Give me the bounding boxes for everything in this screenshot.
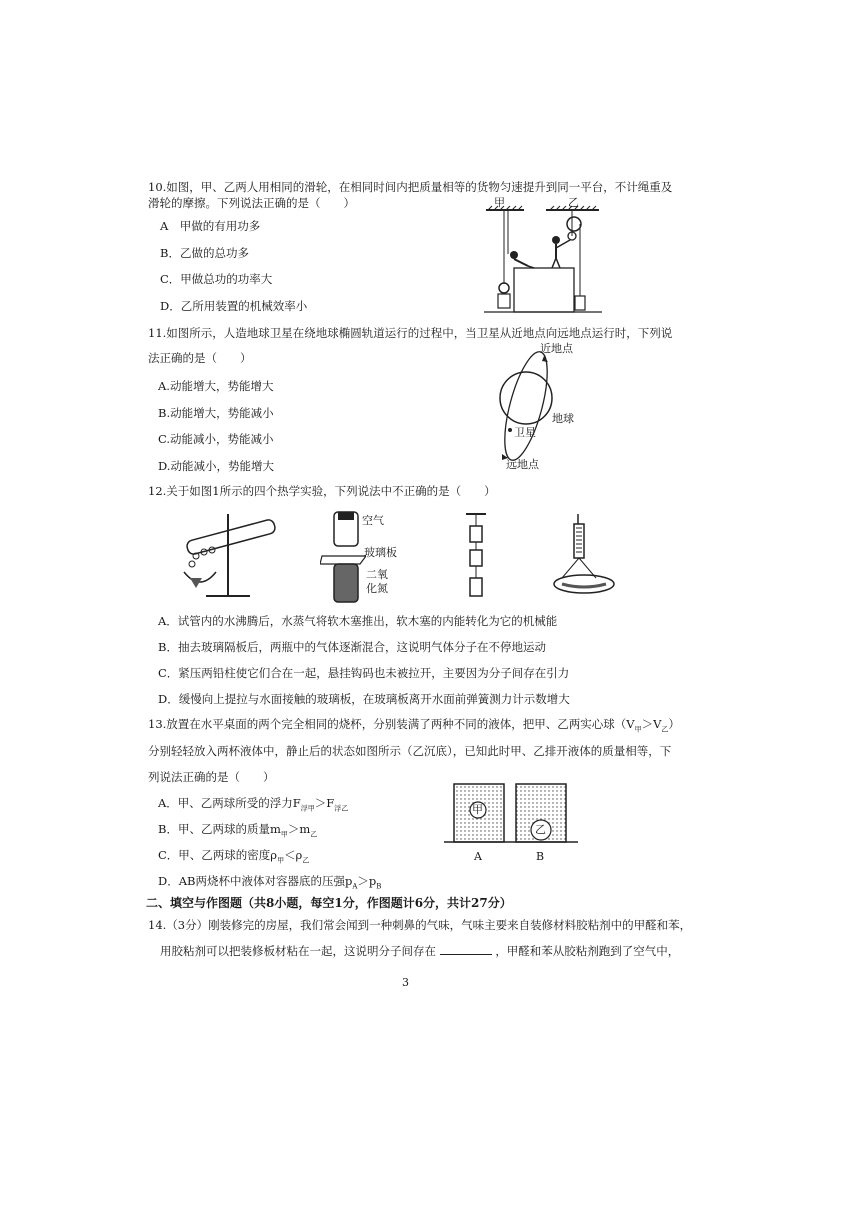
q11-option-a: A.动能增大，势能增大 <box>158 379 274 393</box>
q13-stem-line3: 列说法正确的是（ ） <box>148 770 275 784</box>
q12-option-b: B．抽去玻璃隔板后，两瓶中的气体逐渐混合，这说明气体分子在不停地运动 <box>158 640 546 654</box>
q11-fig-apogee: 远地点 <box>506 458 539 471</box>
q13-beakers-figure <box>444 778 580 848</box>
q11-option-d: D.动能减小，势能增大 <box>158 459 274 473</box>
q11-option-c: C.动能减小，势能减小 <box>158 432 274 446</box>
q10-stem-line1: 10.如图，甲、乙两人用相同的滑轮，在相同时间内把质量相等的货物匀速提升到同一平台，不计绳重及 <box>148 180 673 194</box>
q12-test-tube-figure <box>176 508 280 600</box>
q11-stem-line2: 法正确的是（ ） <box>148 351 252 365</box>
q10-option-b: B．乙做的总功多 <box>160 246 249 260</box>
q12-fig-glass: 玻璃板 <box>364 546 397 559</box>
q13-option-d: D．AB两烧杯中液体对容器底的压强$p_A>p_B$ <box>158 874 382 891</box>
q13-stem-line2: 分别轻轻放入两杯液体中，静止后的状态如图所示（乙沉底），已知此时甲、乙排开液体的质量相等，下 <box>148 744 672 758</box>
q12-option-a: A．试管内的水沸腾后，水蒸气将软木塞推出，软木塞的内能转化为它的机械能 <box>158 614 558 628</box>
q11-option-b: B.动能增大，势能减小 <box>158 406 274 420</box>
q13-fig-label-b: B <box>536 850 545 863</box>
q11-fig-earth: 地球 <box>552 412 574 425</box>
page-number: 3 <box>402 976 409 989</box>
q13-fig-ball-yi: 乙 <box>535 823 546 836</box>
q10-fig-label-yi: 乙 <box>568 196 579 209</box>
q14-line2: 用胶粘剂可以把装修板材粘在一起，这说明分子间存在 ，甲醛和苯从胶粘剂跑到了空气中， <box>160 944 680 958</box>
q12-lead-columns-figure <box>462 512 490 602</box>
q10-option-a: A 甲做的有用功多 <box>160 219 261 233</box>
section-2-title: 二、填空与作图题（共8小题，每空1分，作图题计6分，共计27分） <box>146 896 512 910</box>
q13-option-c: C．甲、乙两球的密度$\rho_甲<\rho_乙$ <box>158 848 310 865</box>
q12-fig-no2-a: 二氧 <box>366 568 388 581</box>
q12-option-d: D．缓慢向上提拉与水面接触的玻璃板，在玻璃板离开水面前弹簧测力计示数增大 <box>158 692 570 706</box>
q12-stem: 12.关于如图1所示的四个热学实验，下列说法中不正确的是（ ） <box>148 484 496 498</box>
q10-option-d: D．乙所用装置的机械效率小 <box>160 299 308 313</box>
q12-spring-scale-figure <box>552 512 616 598</box>
q11-fig-perigee: 近地点 <box>540 342 573 355</box>
q13-fig-label-a: A <box>474 850 482 863</box>
q11-orbit-figure <box>492 350 572 464</box>
q10-stem-line2: 滑轮的摩擦。下列说法正确的是（ ） <box>148 196 355 210</box>
q11-stem-line1: 11.如图所示，人造地球卫星在绕地球椭圆轨道运行的过程中，当卫星从近地点向远地点运行时，下列说 <box>148 326 673 340</box>
q12-gas-diffusion-figure <box>320 510 366 604</box>
q12-fig-air: 空气 <box>362 514 384 527</box>
q12-option-c: C．紧压两铅柱使它们合在一起，悬挂钩码也未被拉开，主要因为分子间存在引力 <box>158 666 570 680</box>
q14-line1: 14.（3分）刚装修完的房屋，我们常会闻到一种刺鼻的气味，气味主要来自装修材料胶粘剂中的甲醛和苯， <box>148 918 692 932</box>
q10-pulley-figure <box>484 196 604 314</box>
q13-option-a: A．甲、乙两球所受的浮力$F_{浮甲}>F_{浮乙}$ <box>158 796 349 813</box>
q13-stem-line1: 13.放置在水平桌面的两个完全相同的烧杯，分别装满了两种不同的液体，把甲、乙两实心球$(V_甲>V_乙)$ <box>148 717 680 734</box>
q14-blank-1[interactable] <box>440 944 492 955</box>
q12-fig-no2-b: 化氮 <box>366 582 388 595</box>
q10-fig-label-jia: 甲 <box>494 196 505 209</box>
q13-option-b: B．甲、乙两球的质量$m_甲>m_乙$ <box>158 822 318 839</box>
q13-fig-ball-jia: 甲 <box>472 803 483 816</box>
q11-fig-satellite: 卫星 <box>514 426 536 439</box>
q10-option-c: C．甲做总功的功率大 <box>160 272 273 286</box>
